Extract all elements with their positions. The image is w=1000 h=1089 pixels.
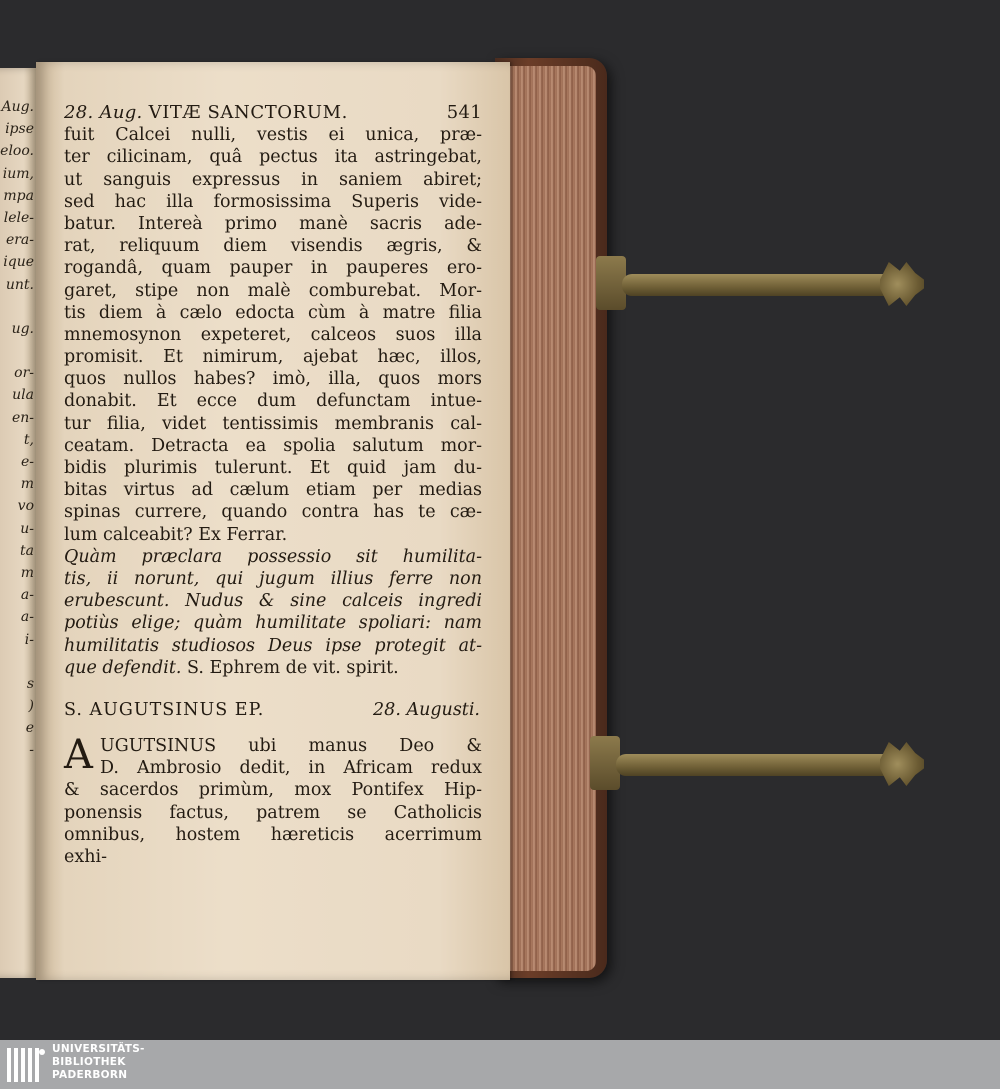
catchword: exhi- bbox=[64, 847, 108, 868]
body-paragraph bbox=[64, 124, 482, 546]
text-line: D. Ambrosio dedit, in Africam redux bbox=[100, 758, 482, 779]
quotation-closing-line: que defendit. S. Ephrem de vit. spirit. bbox=[64, 657, 399, 678]
text-line: donabit. Et ecce dum defunctam intue- bbox=[64, 391, 482, 412]
running-head bbox=[64, 102, 482, 124]
text-line: ter cilicinam, quâ pectus ita astringebat, bbox=[64, 147, 482, 168]
section-heading-title: S. AUGUTSINUS EP. bbox=[64, 699, 265, 720]
margin-line: era- bbox=[5, 232, 34, 249]
drop-capital: A bbox=[64, 732, 93, 779]
margin-line: Aug. bbox=[1, 99, 34, 115]
margin-line: vo bbox=[17, 498, 34, 515]
text-line: garet, stipe non malè comburebat. Mor- bbox=[64, 280, 482, 301]
text-line: rat, reliquum diem visendis ægris, & bbox=[64, 236, 482, 257]
margin-line: m bbox=[20, 564, 34, 581]
quotation-line: erubescunt. Nudus & sine calceis ingredi bbox=[64, 591, 482, 612]
margin-line: t, bbox=[23, 431, 34, 448]
margin-line bbox=[0, 296, 34, 318]
quotation-line: potiùs elige; quàm humilitate spoliari: nam bbox=[64, 613, 482, 634]
clasp-end bbox=[880, 742, 924, 786]
quotation-line: humilitatis studiosos Deus ipse protegit at- bbox=[64, 635, 482, 656]
text-line: batur. Intereà primo manè sacris ade- bbox=[64, 213, 482, 234]
text-line: bitas virtus ad cælum etiam per medias bbox=[64, 480, 482, 501]
library-footer bbox=[0, 1040, 1000, 1089]
text-line: spinas currere, quando contra has te cæ- bbox=[64, 502, 482, 523]
left-page-edge bbox=[0, 68, 38, 978]
margin-line: ium, bbox=[2, 165, 34, 182]
page-text bbox=[64, 102, 482, 868]
margin-line: - bbox=[29, 742, 34, 759]
text-line: ponensis factus, patrem se Catholicis bbox=[64, 802, 482, 823]
text-line: fuit Calcei nulli, vestis ei unica, præ- bbox=[64, 125, 482, 146]
text-line: tur filia, videt tentissimis membranis cal- bbox=[64, 413, 482, 434]
text-line: tis diem à cælo edocta cùm à matre filia bbox=[64, 302, 482, 323]
clasp-bar bbox=[622, 274, 894, 296]
clasp-bar bbox=[616, 754, 894, 776]
page-number: 541 bbox=[446, 102, 482, 123]
margin-line: eloo. bbox=[0, 143, 34, 160]
quotation-paragraph bbox=[64, 546, 482, 657]
margin-line: ta bbox=[20, 542, 34, 559]
margin-line: mpa bbox=[3, 187, 34, 204]
clasp-end bbox=[880, 262, 924, 306]
margin-line: ) bbox=[28, 698, 34, 715]
quotation-line: tis, ii norunt, qui jugum illius ferre non bbox=[64, 568, 482, 589]
library-name: UNIVERSITÄTS- BIBLIOTHEK PADERBORN bbox=[52, 1043, 145, 1081]
margin-line: ula bbox=[12, 387, 34, 404]
quotation-line: Quàm præclara possessio sit humilita- bbox=[64, 546, 482, 567]
margin-line: en- bbox=[11, 409, 34, 426]
margin-line: lele- bbox=[3, 209, 34, 226]
text-line: quos nullos habes? imò, illa, quos mors bbox=[64, 369, 482, 390]
text-line: omnibus, hostem hæreticis acerrimum bbox=[64, 824, 482, 845]
margin-line: ug. bbox=[11, 320, 34, 337]
book-page bbox=[36, 62, 510, 980]
lower-clasp bbox=[590, 748, 924, 778]
page-fore-edge bbox=[508, 66, 596, 971]
text-line: mnemosynon expeteret, calceos suos illa bbox=[64, 324, 482, 345]
margin-line: unt. bbox=[5, 276, 34, 293]
left-page-margin-text bbox=[0, 96, 34, 762]
text-line: ut sanguis expressus in saniem abiret; bbox=[64, 169, 482, 190]
text-line: bidis plurimis tulerunt. Et quid jam du- bbox=[64, 458, 482, 479]
margin-line: a- bbox=[20, 609, 34, 626]
running-head-title: VITÆ SANCTORUM. bbox=[148, 102, 348, 123]
margin-line: m bbox=[20, 476, 34, 493]
margin-line: a- bbox=[20, 587, 34, 604]
margin-line: i- bbox=[24, 631, 34, 648]
margin-line bbox=[0, 651, 34, 673]
text-line: UGUTSINUS ubi manus Deo & bbox=[100, 736, 482, 757]
margin-line: u- bbox=[20, 520, 34, 537]
margin-line: ique bbox=[3, 254, 34, 271]
margin-line bbox=[0, 340, 34, 362]
text-line: rogandâ, quam pauper in pauperes ero- bbox=[64, 258, 482, 279]
margin-line: s bbox=[26, 675, 34, 692]
margin-line: ipse bbox=[5, 121, 34, 138]
library-logo-icon bbox=[6, 1044, 46, 1084]
text-line: & sacerdos primùm, mox Pontifex Hip- bbox=[64, 780, 482, 801]
margin-line: e bbox=[25, 720, 34, 737]
section-heading bbox=[64, 699, 482, 721]
margin-line: or- bbox=[14, 365, 34, 382]
text-line: promisit. Et nimirum, ajebat hæc, illos, bbox=[64, 347, 482, 368]
section-heading-date: 28. Augusti. bbox=[373, 699, 480, 720]
running-head-date: 28. Aug. bbox=[64, 102, 143, 123]
text-line: lum calceabit? Ex Ferrar. bbox=[64, 524, 288, 545]
text-line: sed hac illa formosissima Superis vide- bbox=[64, 191, 482, 212]
margin-line: e- bbox=[20, 454, 34, 470]
upper-clasp bbox=[596, 268, 924, 298]
section-paragraph bbox=[64, 732, 482, 846]
text-line: ceatam. Detracta ea spolia salutum mor- bbox=[64, 435, 482, 456]
